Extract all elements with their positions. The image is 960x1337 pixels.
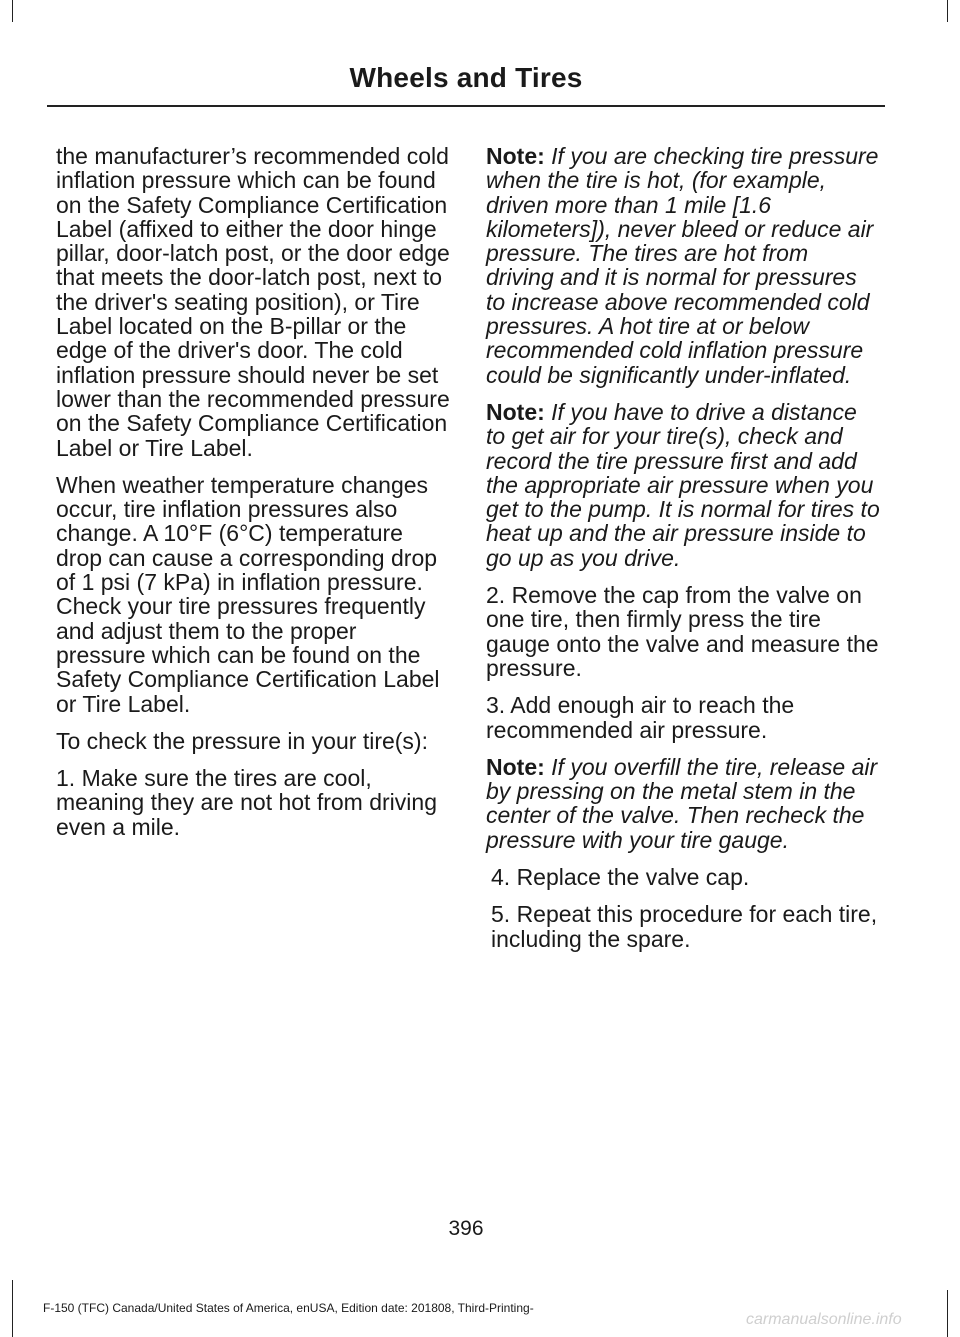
note-drive-distance <box>486 400 881 570</box>
step-5: 5. Repeat this procedure for each tire, including the spare. <box>491 901 878 952</box>
note-text: If you have to drive a distance to get air for your tire(s), check and record the tire pressure first and add the appropriate air pressure when you get to the pump. It is normal for tires to heat up and the air pressure inside to go up as you drive. <box>486 398 880 571</box>
note-overfill <box>486 755 881 852</box>
step-3: 3. Add enough air to reach the recommended air pressure. <box>486 692 795 743</box>
left-column <box>56 144 451 852</box>
right-column <box>486 144 881 964</box>
crop-mark-top-right <box>947 0 948 22</box>
paragraph-check-intro: To check the pressure in your tire(s): <box>56 727 428 754</box>
step-1: 1. Make sure the tires are cool, meaning they are not hot from driving even a mile. <box>56 765 437 840</box>
note-label: Note: <box>486 753 545 780</box>
crop-mark-bottom-left <box>12 1280 13 1337</box>
note-label: Note: <box>486 398 545 425</box>
footer-edition-info: F-150 (TFC) Canada/United States of America, enUSA, Edition date: 201808, Third-Printing- <box>43 1301 534 1315</box>
note-text: If you overfill the tire, release air by pressing on the metal stem in the center of the valve. Then recheck the pressure with your tire gauge. <box>486 753 878 853</box>
page-title: Wheels and Tires <box>349 62 583 93</box>
step-4: 4. Replace the valve cap. <box>491 864 750 891</box>
step-2: 2. Remove the cap from the valve on one tire, then firmly press the tire gauge onto the valve and measure the pressure. <box>486 582 879 681</box>
note-label: Note: <box>486 143 545 169</box>
note-hot-tire <box>486 144 881 387</box>
crop-mark-bottom-right <box>947 1290 948 1337</box>
watermark: carmanualsonline.info <box>746 1311 902 1328</box>
paragraph-temperature: When weather temperature changes occur, tire inflation pressures also change. A 10°F (6°C) temperature drop can cause a corresponding drop of 1 psi (7 kPa) in inflation pressure. Check your tire pressures frequently and adjust them to the proper pressure which can be found on the Safety Compliance Certification Label or Tire Label. <box>56 471 440 717</box>
crop-mark-top-left <box>12 0 13 22</box>
paragraph-inflation-label: the manufacturer’s recommended cold inflation pressure which can be found on the Safety Compliance Certification Label (affixed to either the door hinge pillar, door-latch post, or the door edge that meets the door-latch post, next to the driver's seating position), or Tire Label located on the B-pillar or the edge of the driver's door. The cold inflation pressure should never be set lower than the recommended pressure on the Safety Compliance Certification Label or Tire Label. <box>56 143 450 461</box>
header-divider <box>47 105 885 107</box>
note-text: If you are checking tire pressure when the tire is hot, (for example, driven more than 1 mile [1.6 kilometers]), never bleed or reduce air pressure. The tires are hot from driving and it is normal for pressures to increase above recommended cold pressures. A hot tire at or below recommended cold inflation pressure could be significantly under-inflated. <box>486 143 879 388</box>
page-number: 396 <box>448 1217 484 1240</box>
